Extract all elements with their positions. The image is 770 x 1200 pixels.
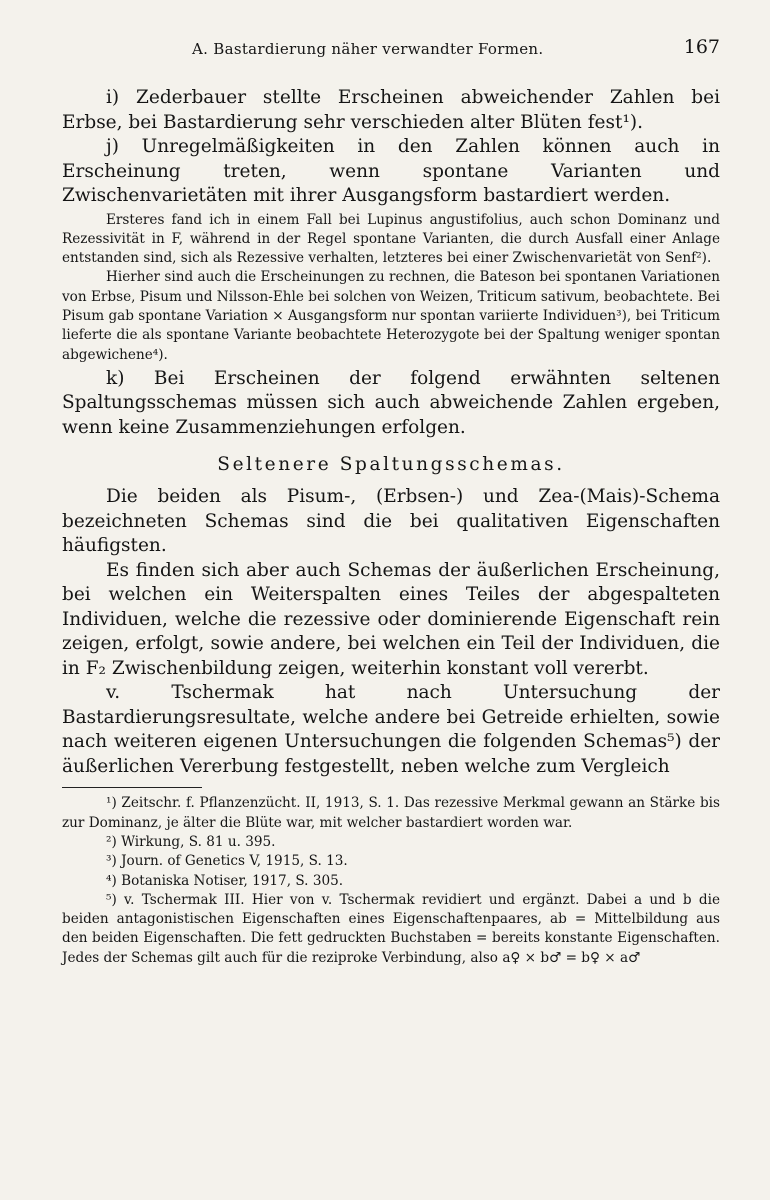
running-head: A. Bastardierung näher verwandter Formen.: [192, 40, 544, 58]
footnote-3: ³) Journ. of Genetics V, 1915, S. 13.: [106, 853, 348, 870]
footnote-4: ⁴) Botaniska Notiser, 1917, S. 305.: [106, 872, 344, 889]
section-paragraph-3: v. Tschermak hat nach Untersuchung der Bastardierungsresultate, welche andere bei Getreide erhielten, sowie nach weiteren eigenen Untersuchungen die folgenden Schemas⁵) der äußerlichen Vererbung festgestellt, neben welche zum Vergleich: [62, 682, 720, 777]
paragraph-j-note-2: Hierher sind auch die Erscheinungen zu rechnen, die Bateson bei spontanen Variationen von Erbse, Pisum und Nilsson-Ehle bei solchen von Weizen, Triticum sativum, beobachtete. Bei Pisum gab spontane Variation × Ausgangsform nur spontan variierte Individuen³), bei Triticum lieferte die als spontane Variante beobachtete Heterozygote bei der Spaltung weniger spontan abgewichene⁴).: [62, 269, 720, 363]
page-header: [62, 36, 720, 68]
paragraph-j-note-1: Ersteres fand ich in einem Fall bei Lupinus angustifolius, auch schon Dominanz und Rezessivität in F, während in der Regel spontane Varianten, die durch Ausfall einer Anlage entstanden sind, sich als Rezessive verhalten, letzteres bei einer Zwischenvarietät von Senf²).: [62, 211, 720, 267]
section-paragraph-2: Es finden sich aber auch Schemas der äußerlichen Erscheinung, bei welchen ein Weiterspalten eines Teiles der abgespalteten Individuen, welche die rezessive oder dominierende Eigenschaft rein zeigen, erfolgt, sowie andere, bei welchen ein Teil der Individuen, die in F₂ Zwischenbildung zeigen, weiterhin konstant voll vererbt.: [62, 559, 720, 679]
section-title: Seltenere Spaltungsschemas.: [217, 454, 565, 476]
paragraph-j: j) Unregelmäßigkeiten in den Zahlen können auch in Erscheinung treten, wenn spontane Varianten und Zwischenvarietäten mit ihrer Ausgangsform bastardiert werden.: [62, 136, 720, 206]
footnote-rule: [62, 787, 202, 788]
paragraph-k: k) Bei Erscheinen der folgend erwähnten seltenen Spaltungsschemas müssen sich auch abweichende Zahlen ergeben, wenn keine Zusammenziehungen erfolgen.: [62, 367, 720, 438]
footnote-1: ¹) Zeitschr. f. Pflanzenzücht. II, 1913, S. 1. Das rezessive Merkmal gewann an Stärke bis zur Dominanz, je älter die Blüte war, mit welcher bastardiert worden war.: [62, 795, 720, 831]
section-paragraph-1: Die beiden als Pisum-, (Erbsen-) und Zea-(Mais)-Schema bezeichneten Schemas sind die bei qualitativen Eigenschaften häufigsten.: [62, 486, 720, 557]
footnote-2: ²) Wirkung, S. 81 u. 395.: [106, 833, 276, 850]
paragraph-i: i) Zederbauer stellte Erscheinen abweichender Zahlen bei Erbse, bei Bastardierung sehr verschieden alter Blüten fest¹).: [62, 87, 720, 133]
book-page: [62, 36, 720, 968]
page-number: 167: [683, 36, 720, 58]
footnotes: [62, 794, 720, 968]
footnote-5: ⁵) v. Tschermak III. Hier von v. Tschermak revidiert und ergänzt. Dabei a und b die beiden antagonistischen Eigenschaften eines Eigenschaftenpaares, ab = Mittelbildung aus den beiden Eigenschaften. Die fett gedruckten Buchstaben = bereits konstante Eigenschaften. Jedes der Schemas gilt auch für die reziproke Verbindung, also a♀ × b♂ = b♀ × a♂: [62, 891, 720, 966]
